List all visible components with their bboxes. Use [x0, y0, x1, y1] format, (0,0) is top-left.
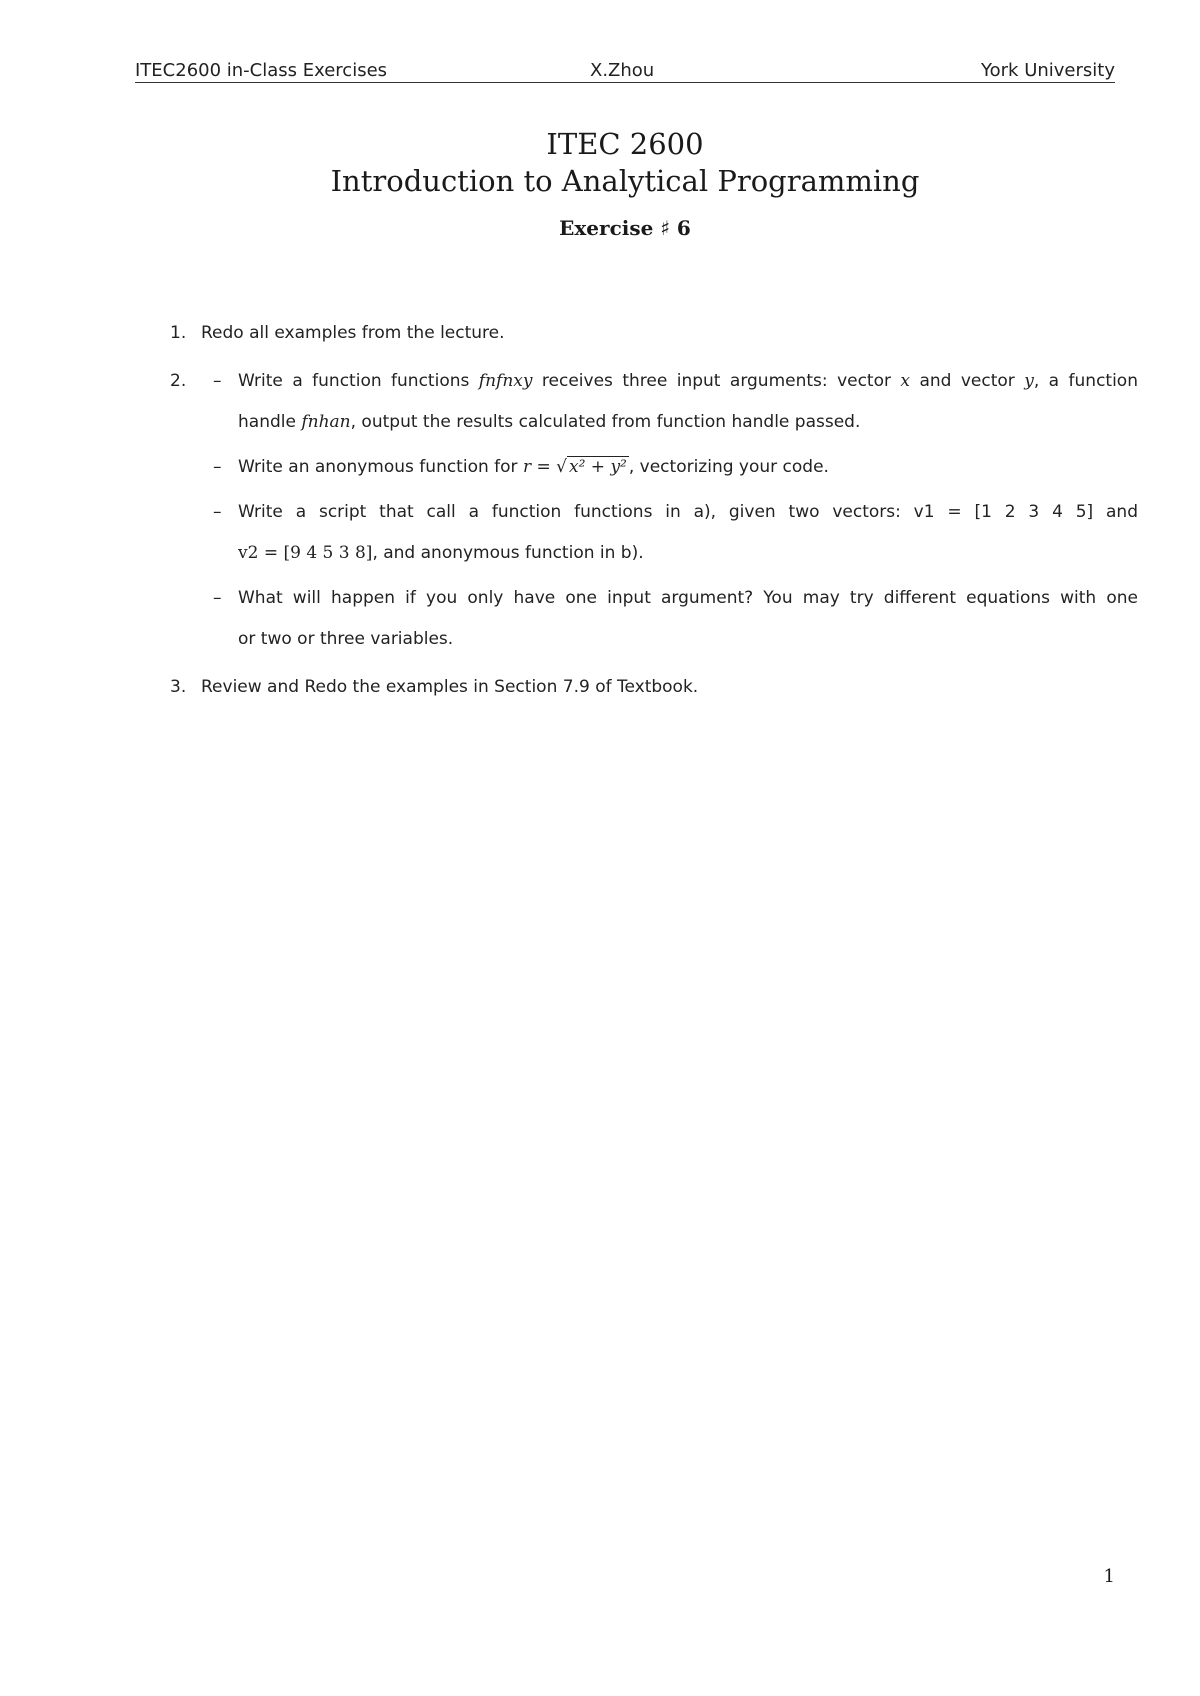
sqrt-radicand: x² + y²	[568, 457, 627, 477]
page-number: 1	[1103, 1566, 1115, 1587]
var-r: r	[522, 457, 532, 477]
item-1-text: Redo all examples from the lecture.	[201, 323, 505, 343]
header-course-label: ITEC2600 in-Class Exercises	[135, 60, 388, 81]
bullet-dash: –	[213, 502, 222, 522]
item-1-number: 1.	[170, 323, 187, 343]
bullet-dash: –	[213, 457, 222, 477]
bullet-dash: –	[213, 588, 222, 608]
sub-item-2c-line1: Write a script that call a function functions in a), given two vectors: v1 = [1 2 3 4 5] and	[238, 502, 1138, 522]
sqrt-symbol: √	[556, 457, 567, 477]
item-2-number: 2.	[170, 371, 187, 391]
sub-item-2b-line1: Write an anonymous function for r = √ x² + y² , vectorizing your code.	[238, 457, 829, 477]
header-institution: York University	[981, 60, 1115, 81]
var-y: y	[1024, 371, 1034, 391]
item-3-text: Review and Redo the examples in Section 7.9 of Textbook.	[201, 677, 699, 697]
header-author: X.Zhou	[590, 60, 655, 81]
bullet-dash: –	[213, 371, 222, 391]
item-3-number: 3.	[170, 677, 187, 697]
sub-item-2a-line1: Write a function functions fnfnxy receives three input arguments: vector x and vector y, a function	[238, 371, 1138, 391]
var-x: x	[900, 371, 911, 391]
title-block	[135, 126, 1115, 240]
sub-item-2a-line2: handle fnhan, output the results calculated from function handle passed.	[238, 412, 861, 432]
running-header	[135, 58, 1115, 83]
exercise-number: Exercise ♯ 6	[559, 216, 691, 240]
sub-item-2d-line2: or two or three variables.	[238, 629, 454, 649]
sub-item-2d-line1: What will happen if you only have one input argument? You may try different equations with one	[238, 588, 1138, 608]
function-handle-fnhan: fnhan	[301, 412, 351, 432]
vector-v2: v2 = [9 4 5 3 8]	[238, 543, 373, 563]
course-name: Introduction to Analytical Programming	[330, 164, 920, 198]
sub-item-2c-line2: v2 = [9 4 5 3 8], and anonymous function in b).	[238, 543, 644, 563]
course-code: ITEC 2600	[546, 127, 704, 161]
function-name-fnfnxy: fnfnxy	[478, 371, 533, 391]
